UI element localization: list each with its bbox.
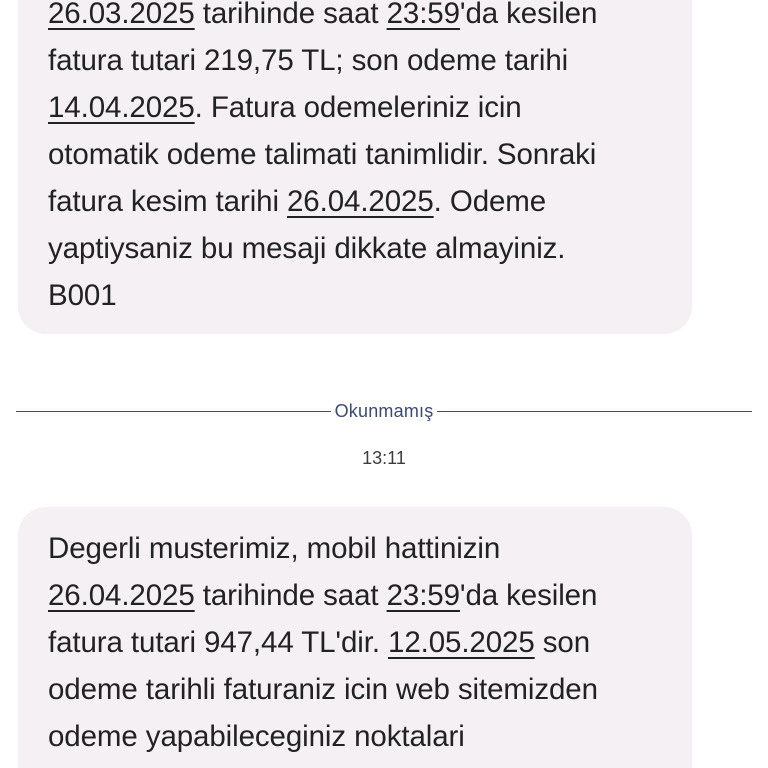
message-line: [48, 619, 666, 666]
message-text: . Odeme: [433, 185, 547, 218]
date-link[interactable]: 12.05.2025: [388, 626, 535, 659]
message-bubble[interactable]: [18, 507, 692, 768]
message-text: Degerli musterimiz, mobil hattinizin: [48, 532, 501, 565]
message-text: fatura tutari 947,44 TL'dir.: [48, 626, 389, 659]
message-text: 'da kesilen: [459, 579, 598, 612]
message-text: fatura kesim tarihi: [48, 185, 287, 218]
message-line: [48, 666, 666, 713]
message-line: [48, 37, 666, 84]
message-line: [48, 84, 666, 131]
message-bubble[interactable]: [18, 0, 692, 334]
date-link[interactable]: 26.03.2025: [48, 0, 195, 30]
message-text: yaptiysaniz bu mesaji dikkate almayiniz.: [48, 232, 566, 265]
message-text: son: [534, 626, 591, 659]
message-line: [48, 178, 666, 225]
time-link[interactable]: 23:59: [386, 579, 460, 612]
divider-line-right: [437, 411, 752, 412]
message-line: [48, 225, 666, 272]
message-text: otomatik odeme talimati tanimlidir. Sonraki: [48, 138, 597, 171]
message-line: [48, 131, 666, 178]
message-line: [48, 272, 666, 319]
message-text: odeme yapabileceginiz noktalari: [48, 720, 465, 753]
message-text: tarihinde saat: [194, 579, 387, 612]
message-text: . Fatura odemeleriniz icin: [194, 91, 522, 124]
message-text: 'da kesilen: [459, 0, 598, 30]
unread-divider: [16, 396, 752, 426]
message-text: B001: [48, 279, 117, 312]
message-line: [48, 572, 666, 619]
message-timestamp: 13:11: [362, 448, 406, 468]
message-text: fatura tutari 219,75 TL; son odeme tarihi: [48, 44, 569, 77]
message-text: odeme tarihli faturaniz icin web sitemizden: [48, 673, 598, 706]
date-link[interactable]: 26.04.2025: [287, 185, 434, 218]
date-link[interactable]: 14.04.2025: [48, 91, 195, 124]
message-line: [48, 525, 666, 572]
message-line: [48, 0, 666, 37]
unread-label: Okunmamış: [334, 400, 434, 421]
date-link[interactable]: 26.04.2025: [48, 579, 195, 612]
time-link[interactable]: 23:59: [386, 0, 460, 30]
message-line: [48, 713, 666, 760]
message-text: tarihinde saat: [194, 0, 387, 30]
divider-line-left: [16, 411, 331, 412]
